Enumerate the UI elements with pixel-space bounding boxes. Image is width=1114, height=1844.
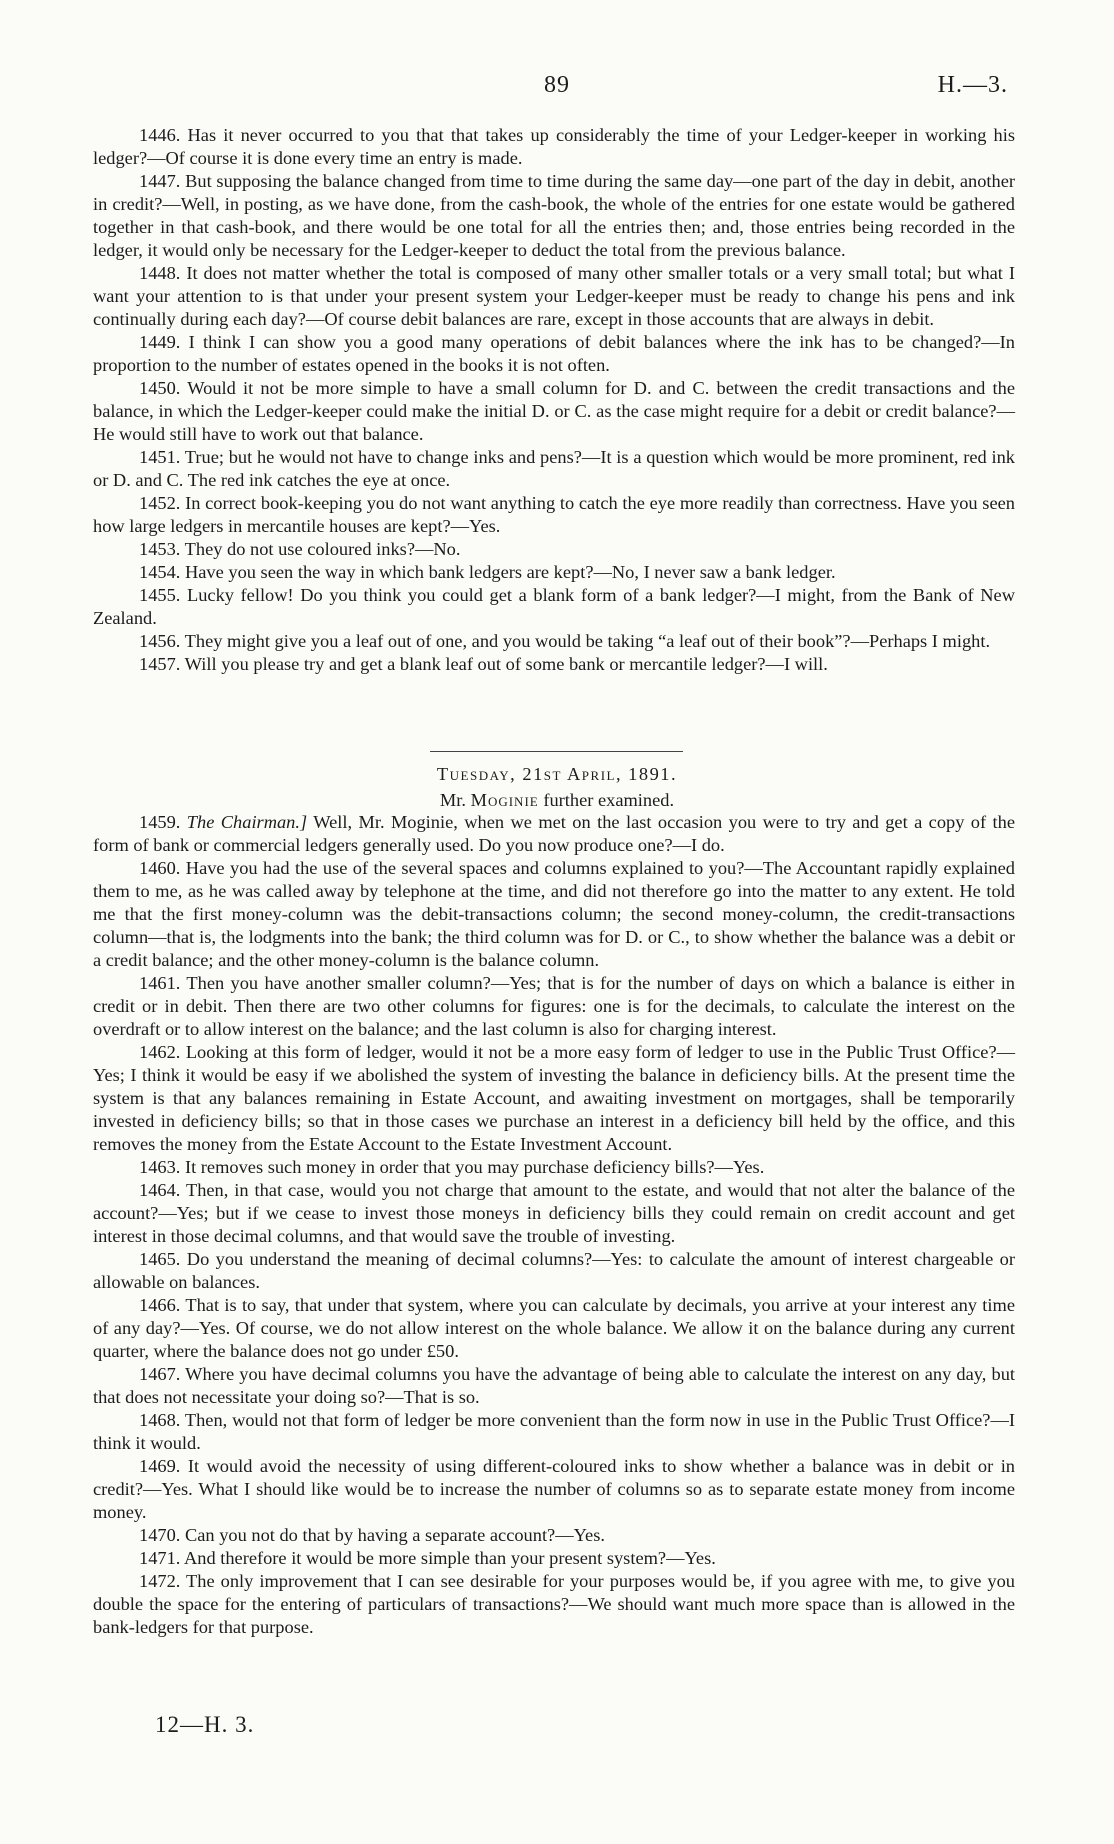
paragraph-1470: 1470. Can you not do that by having a separate account?—Yes.: [139, 1525, 605, 1545]
testimony-section-1: [93, 124, 1015, 676]
testimony-section-2: [93, 811, 1015, 1639]
paragraph-1457: 1457. Will you please try and get a blank leaf out of some bank or mercantile ledger?—I will.: [139, 654, 828, 674]
paragraph-1452: 1452. In correct book-keeping you do not want anything to catch the eye more readily than correctness. Have you seen how large ledgers in mercantile houses are kept?—Yes.: [93, 493, 1015, 536]
paragraph-1471: 1471. And therefore it would be more simple than your present system?—Yes.: [139, 1548, 716, 1568]
date-heading: Tuesday, 21st April, 1891.: [436, 764, 678, 784]
paragraph-1464: 1464. Then, in that case, would you not charge that amount to the estate, and would that not alter the balance of the account?—Yes; but if we cease to invest those moneys in deficiency bills they could remain on credit account and get interest in those decimal columns, and that would save the trouble of investing.: [93, 1180, 1015, 1246]
witness-name: Moginie: [470, 790, 539, 810]
witness-prefix: Mr.: [439, 790, 466, 810]
paragraph-1453: 1453. They do not use coloured inks?—No.: [139, 539, 461, 559]
paragraph-1460: 1460. Have you had the use of the several spaces and columns explained to you?—The Accountant rapidly explained them to me, as he was called away by telephone at the time, and did not therefore go into the matter to any extent. He told me that the first money-column was the debit-transactions column; the second money-column, the credit-transactions column—that is, the lodgments into the bank; the third column was for D. or C., to show whether the balance was a debit or a credit balance; and the other money-column is the balance column.: [93, 858, 1015, 970]
witness-suffix: further examined.: [543, 790, 675, 810]
paragraph-1468: 1468. Then, would not that form of ledger be more convenient than the form now in use in the Public Trust Office?—I think it would.: [93, 1410, 1015, 1453]
paragraph-1461: 1461. Then you have another smaller column?—Yes; that is for the number of days on which a balance is either in credit or in debit. Then there are two other columns for figures: one is for the decimals, to calculate the interest on the overdraft or to allow interest on the balance; and the last column is also for charging interest.: [93, 973, 1015, 1039]
paragraph-1449: 1449. I think I can show you a good many operations of debit balances where the ink has to be changed?—In proportion to the number of estates opened in the books it is not often.: [93, 332, 1015, 375]
section-divider: [430, 751, 683, 752]
paragraph-1455: 1455. Lucky fellow! Do you think you could get a blank form of a bank ledger?—I might, from the Bank of New Zealand.: [93, 585, 1015, 628]
paragraph-text: Well, Mr. Moginie, when we met on the last occasion you were to try and get a copy of the form of bank or commercial ledgers generally used. Do you now produce one?—I do.: [93, 812, 1015, 855]
paragraph-1465: 1465. Do you understand the meaning of decimal columns?—Yes: to calculate the amount of interest chargeable or allowable on balances.: [93, 1249, 1015, 1292]
paragraph-1447: 1447. But supposing the balance changed from time to time during the same day—one part of the day in debit, another in credit?—Well, in posting, as we have done, from the cash-book, the whole of the entries for one estate would be gathered together in that cash-book, and there would be one total for all the entries then; and, those entries being recorded in the ledger, it would only be necessary for the Ledger-keeper to deduct the total from the previous balance.: [93, 171, 1015, 260]
paragraph-1466: 1466. That is to say, that under that system, where you can calculate by decimals, you arrive at your interest any time of any day?—Yes. Of course, we do not allow interest on the whole balance. We allow it on the balance during any current quarter, where the balance does not go under £50.: [93, 1295, 1015, 1361]
paragraph-1456: 1456. They might give you a leaf out of one, and you would be taking “a leaf out of their book”?—Perhaps I might.: [139, 631, 991, 651]
paragraph-1467: 1467. Where you have decimal columns you have the advantage of being able to calculate the interest on any day, but that does not necessitate your doing so?—That is so.: [93, 1364, 1015, 1407]
speaker-label: The Chairman.]: [186, 812, 308, 832]
paragraph-1450: 1450. Would it not be more simple to have a small column for D. and C. between the credit transactions and the balance, in which the Ledger-keeper could make the initial D. or C. as the case might require for a debit or credit balance?—He would still have to work out that balance.: [93, 378, 1015, 444]
paragraph-number: 1459.: [139, 812, 181, 832]
paragraph-1462: 1462. Looking at this form of ledger, would it not be a more easy form of ledger to use in the Public Trust Office?—Yes; I think it would be easy if we abolished the system of investing the balance in deficiency bills. At the present time the system is that any balances remaining in Estate Account, and awaiting investment on mortgages, shall be temporarily invested in deficiency bills; so that in those cases we purchase an interest in a deficiency bill held by the office, and this removes the money from the Estate Account to the Estate Investment Account.: [93, 1042, 1015, 1154]
document-code: H.—3.: [937, 72, 1008, 98]
page-signature: 12—H. 3.: [155, 1712, 255, 1737]
paragraph-1451: 1451. True; but he would not have to change inks and pens?—It is a question which would be more prominent, red ink or D. and C. The red ink catches the eye at once.: [93, 447, 1015, 490]
paragraph-1472: 1472. The only improvement that I can see desirable for your purposes would be, if you agree with me, to give you double the space for the entering of particulars of transactions?—We should want much more space than is allowed in the bank-ledgers for that purpose.: [93, 1571, 1015, 1637]
page-number: 89: [544, 72, 570, 98]
witness-line: [0, 790, 1114, 811]
paragraph-1446: 1446. Has it never occurred to you that that takes up considerably the time of your Ledger-keeper in working his ledger?—Of course it is done every time an entry is made.: [93, 125, 1015, 168]
paragraph-1454: 1454. Have you seen the way in which bank ledgers are kept?—No, I never saw a bank ledger.: [139, 562, 836, 582]
paragraph-1448: 1448. It does not matter whether the total is composed of many other smaller totals or a very small total; but what I want your attention to is that under your present system your Ledger-keeper must be ready to change his pens and ink continually during each day?—Of course debit balances are rare, except in those accounts that are always in debit.: [93, 263, 1015, 329]
paragraph-1463: 1463. It removes such money in order that you may purchase deficiency bills?—Yes.: [139, 1157, 765, 1177]
paragraph-1459: [93, 811, 1015, 857]
paragraph-1469: 1469. It would avoid the necessity of using different-coloured inks to show whether a balance was in debit or in credit?—Yes. What I should like would be to increase the number of columns so as to separate estate money from income money.: [93, 1456, 1015, 1522]
